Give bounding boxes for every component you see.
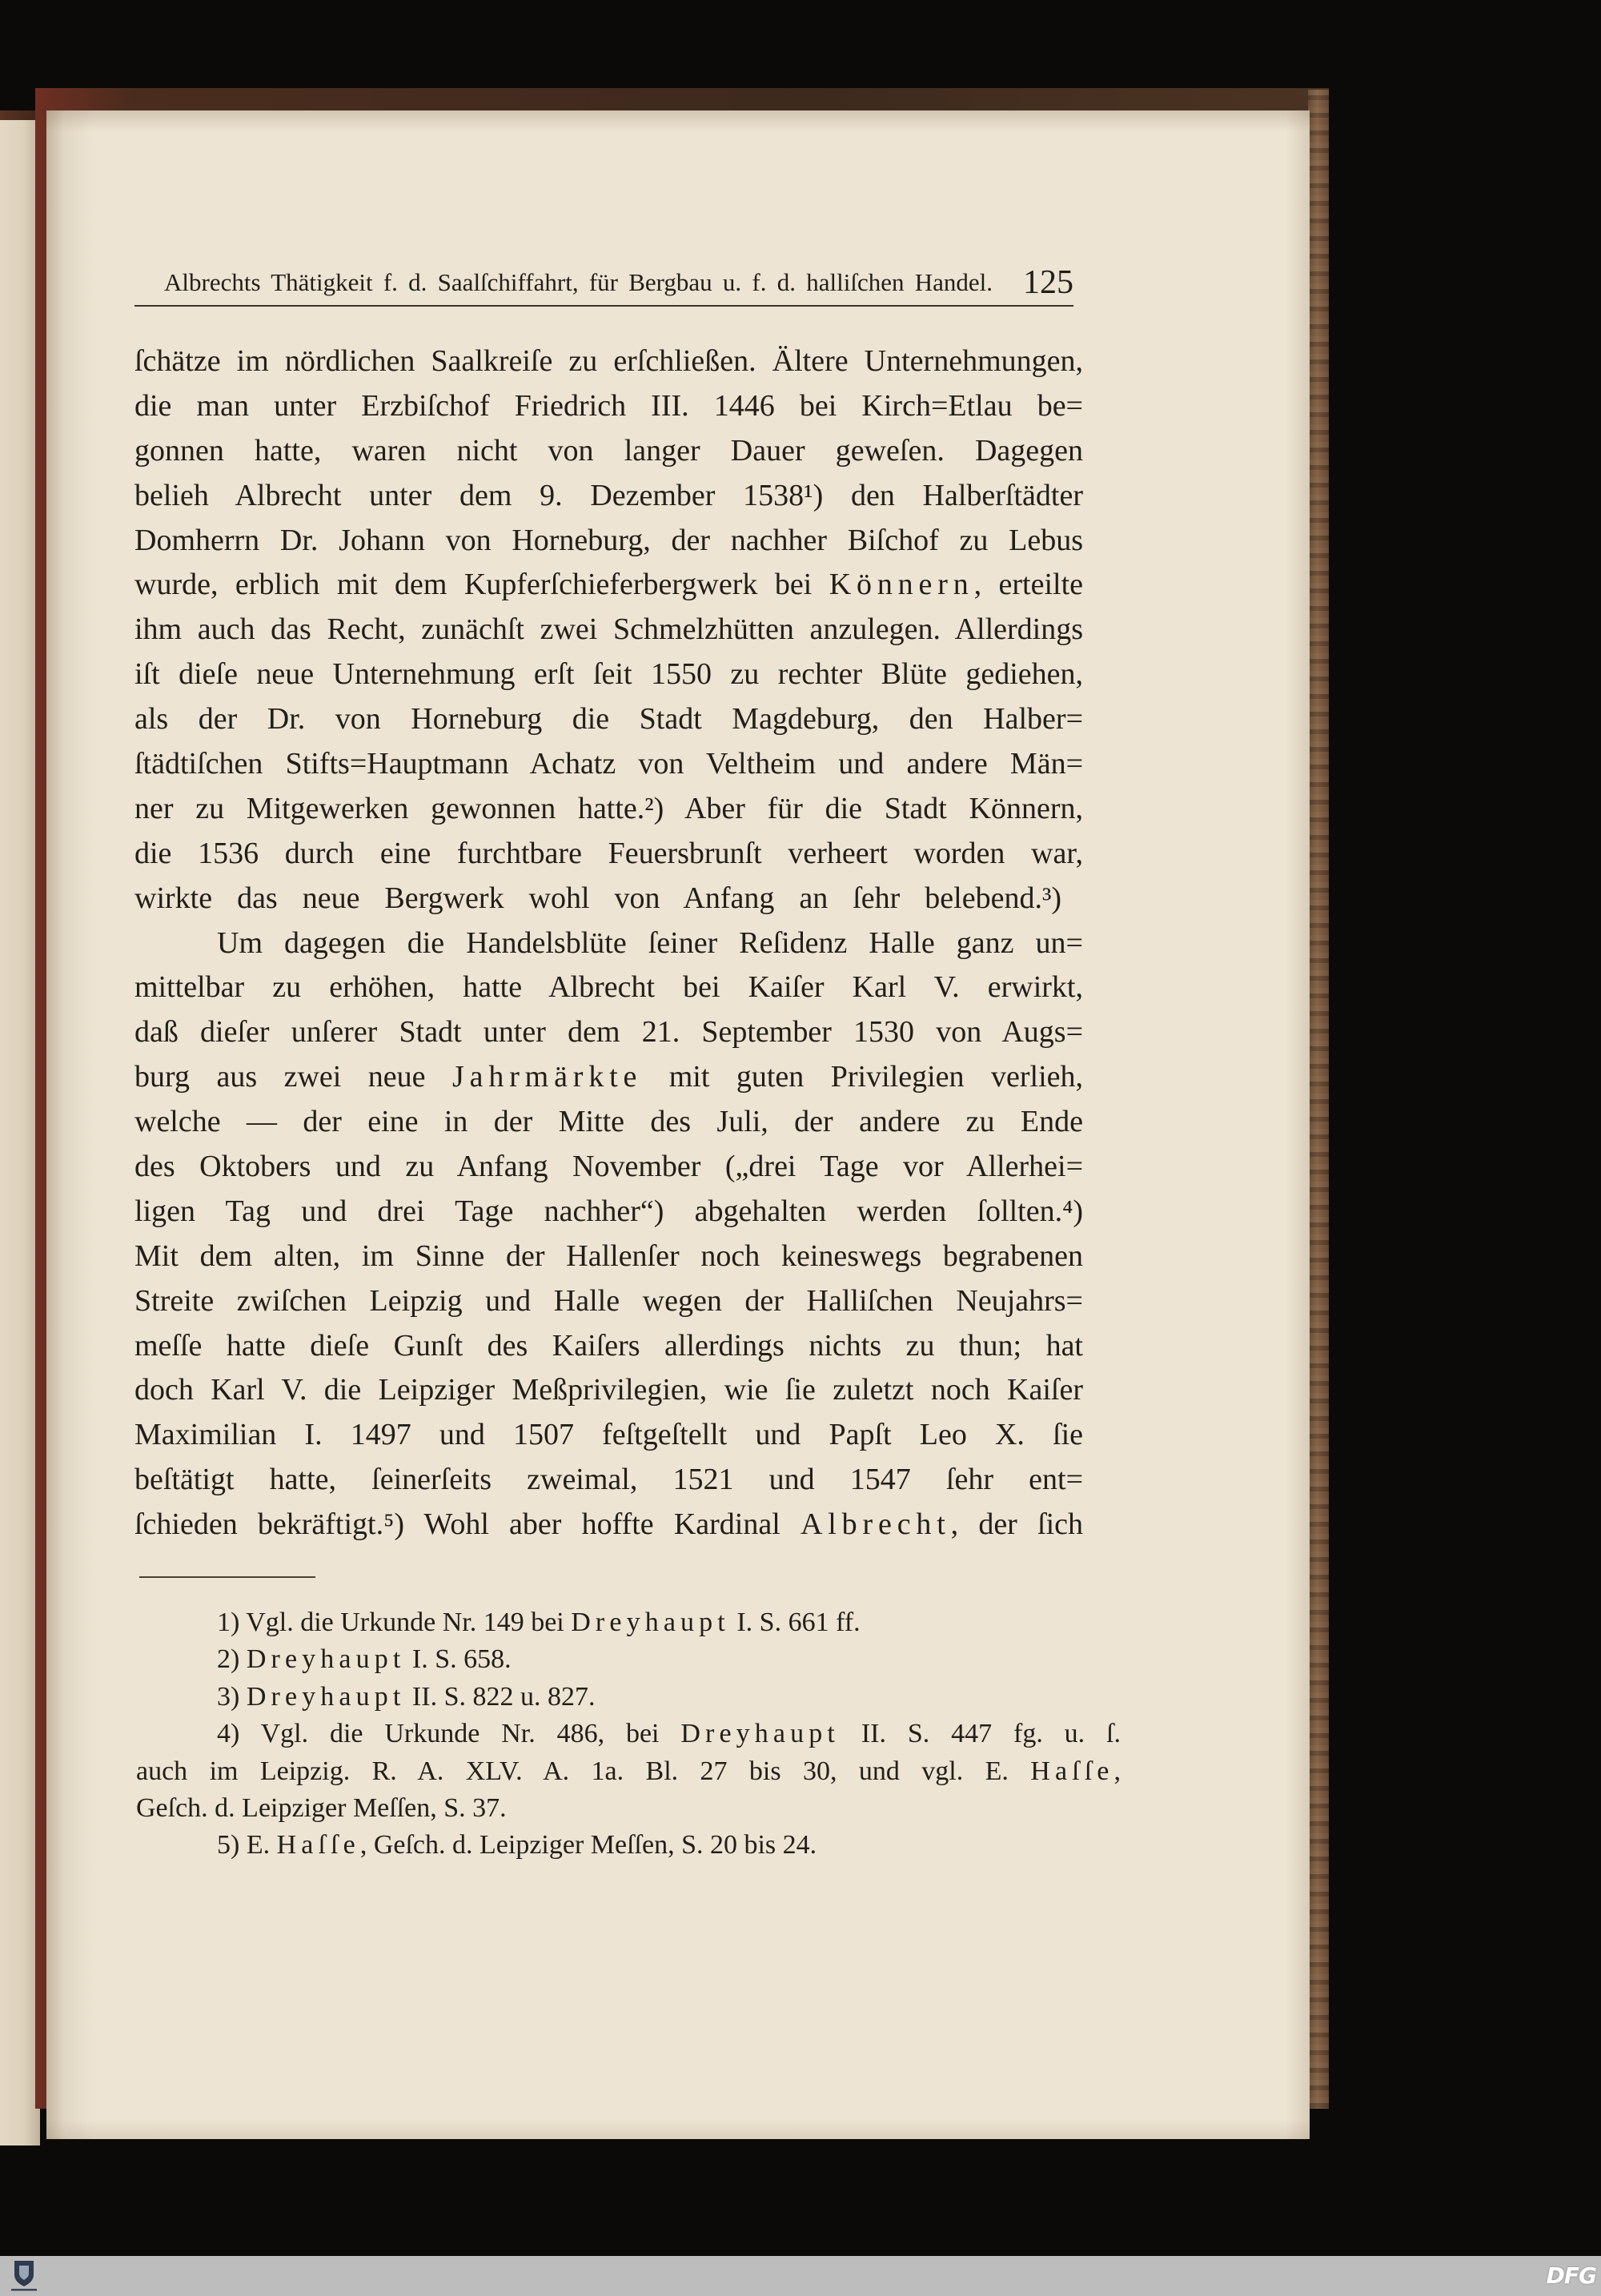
previous-page-edge [0,120,40,2145]
text-line [134,1503,1083,1547]
text-line [134,563,1083,608]
text-line-paragraph-start: Um dagegen die Handelsblüte ſeiner Reſidenz Halle ganz un= [217,925,1083,960]
text-segment: , [1113,1756,1121,1786]
running-head-title: Albrechts Thätigkeit f. d. Saalſchiffahrt, für Bergbau u. f. d. halliſchen Handel. [164,268,993,296]
footnote-2 [217,1641,1121,1678]
footnote-rule [139,1576,315,1578]
text-line-paragraph-end: wirkte das neue Bergwerk wohl von Anfang an ſehr belebend.³) [134,881,1061,915]
spaced-emphasis: Haſſe [276,1830,360,1860]
text-line [134,1055,1083,1100]
viewer-footer-bar [0,2256,1601,2296]
text-segment: 4) Vgl. die Urkunde Nr. 486, bei [217,1719,681,1749]
text-segment: II. S. 822 u. 827. [405,1681,596,1712]
footnote-5 [217,1827,1121,1864]
spaced-emphasis: Jahrmärkte [452,1060,643,1094]
page-number: 125 [1023,264,1073,301]
text-line: beſtätigt hatte, ſeinerſeits zweimal, 1521 und 1547 ſehr ent= [134,1463,1083,1497]
text-line: ſtädtiſchen Stifts=Hauptmann Achatz von Veltheim und andere Män= [134,747,1083,781]
text-segment: I. S. 658. [405,1644,512,1675]
text-line: belieh Albrecht unter dem 9. Dezember 1538¹) den Halberſtädter [134,478,1083,512]
footnote-4-continued [136,1753,1121,1790]
text-line: die man unter Erzbiſchof Friedrich III. 1446 bei Kirch=Etlau be= [134,388,1083,423]
text-line: doch Karl V. die Leipziger Meßprivilegien, wie ſie zuletzt noch Kaiſer [134,1373,1083,1407]
spaced-emphasis: Dreyhaupt [680,1719,840,1749]
running-head-rule [134,305,1073,307]
text-line: daß dieſer unſerer Stadt unter dem 21. September 1530 von Augs= [134,1015,1083,1050]
text-line: Mit dem alten, im Sinne der Hallenſer noch keineswegs begrabenen [134,1238,1083,1273]
footnote-1 [217,1604,1121,1641]
text-line: die 1536 durch eine furchtbare Feuersbrunſt verheert worden war, [134,836,1083,870]
text-line: ihm auch das Recht, zunächſt zwei Schmelzhütten anzulegen. Allerdings [134,612,1083,647]
spaced-emphasis: Dreyhaupt [571,1608,730,1637]
text-line: meſſe hatte dieſe Gunſt des Kaiſers allerdings nichts zu thun; hat [134,1328,1083,1363]
library-emblem-icon [8,2258,40,2294]
text-segment: 2) [217,1644,247,1675]
text-segment: ſchieden bekräftigt.⁵) Wohl aber hoffte Kardinal [134,1507,800,1542]
body-text [134,339,1083,1547]
dfg-brand-text: DFG [1546,2262,1596,2289]
spaced-emphasis: Könnern [829,568,974,602]
text-line: Domherrn Dr. Johann von Horneburg, der nachher Biſchof zu Lebus [134,523,1083,557]
text-line: gonnen hatte, waren nicht von langer Dauer geweſen. Dagegen [134,433,1083,468]
text-line: iſt dieſe neue Unternehmung erſt ſeit 1550 zu rechter Blüte gediehen, [134,657,1083,692]
text-segment: 1) Vgl. die Urkunde Nr. 149 bei [217,1608,572,1637]
text-line: ſchätze im nördlichen Saalkreiſe zu erſchließen. Ältere Unternehmungen, [134,344,1083,378]
spaced-emphasis: Haſſe [1030,1756,1114,1786]
text-segment: 3) [217,1681,247,1712]
text-segment: auch im Leipzig. R. A. XLV. A. 1a. Bl. 27 bis 30, und vgl. E. [136,1756,1031,1786]
spaced-emphasis: Dreyhaupt [246,1681,406,1712]
text-segment: burg aus zwei neue [134,1060,453,1094]
footnote-4-continued: Geſch. d. Leipziger Meſſen, S. 37. [136,1792,507,1823]
text-segment: 5) E. [217,1830,277,1860]
spaced-emphasis: Dreyhaupt [246,1644,406,1675]
text-line: welche — der eine in der Mitte des Juli, der andere zu Ende [134,1105,1083,1139]
text-line: Maximilian I. 1497 und 1507 feſtgeſtellt und Papſt Leo X. ſie [134,1418,1083,1452]
text-segment: wurde, erblich mit dem Kupferſchieferbergwerk bei [134,568,829,602]
spaced-emphasis: Albrecht [800,1507,951,1542]
text-line: ligen Tag und drei Tage nachher“) abgehalten werden ſollten.⁴) [134,1194,1083,1228]
text-line: ner zu Mitgewerken gewonnen hatte.²) Aber für die Stadt Könnern, [134,791,1083,825]
text-segment: , der ſich [950,1507,1083,1542]
text-segment: , erteilte [973,568,1084,602]
footnote-4 [217,1716,1121,1752]
text-segment: I. S. 661 ff. [729,1608,861,1637]
footnotes [136,1604,1121,1864]
text-segment: mit guten Privilegien verlieh, [642,1060,1083,1094]
book-cover-right-edge [1308,90,1329,2109]
text-line: mittelbar zu erhöhen, hatte Albrecht bei Kaiſer Karl V. erwirkt, [134,970,1083,1005]
text-line: als der Dr. von Horneburg die Stadt Magdeburg, den Halber= [134,702,1083,737]
text-segment: II. S. 447 fg. u. ſ. [839,1719,1122,1749]
footnote-3 [217,1679,1121,1716]
text-line: Streite zwiſchen Leipzig und Halle wegen der Halliſchen Neujahrs= [134,1283,1083,1318]
text-segment: , Geſch. d. Leipziger Meſſen, S. 20 bis 24. [359,1830,817,1860]
text-line: des Oktobers und zu Anfang November („drei Tage vor Allerhei= [134,1150,1083,1184]
